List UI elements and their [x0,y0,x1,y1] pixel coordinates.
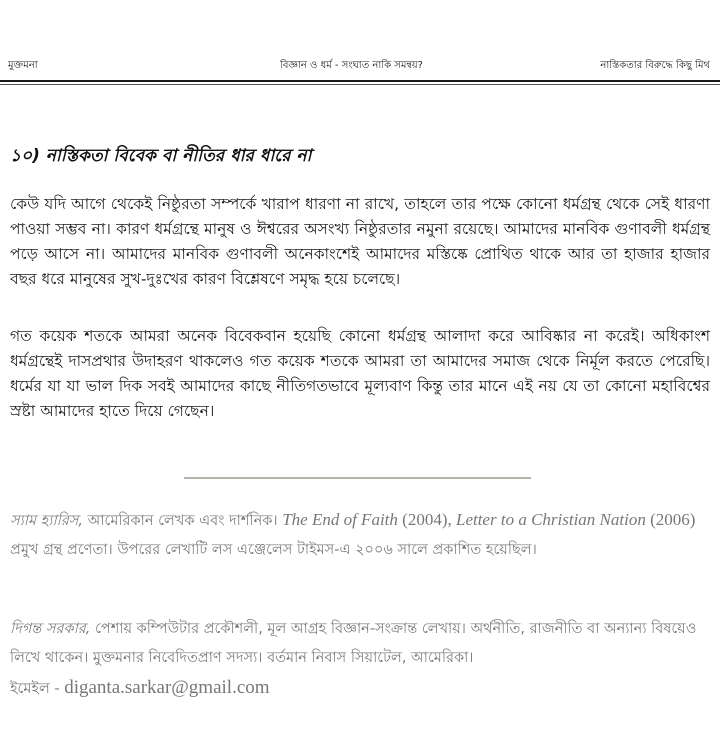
author-bio-sam-harris [10,505,710,565]
author-desc: পেশায় কম্পিউটার প্রকৌশলী, মূল আগ্রহ বিজ্ঞান-সংক্রান্ত লেখায়। অর্থনীতি, রাজনীতি বা অন্যান্য বিষয়েও লিখে থাকেন। মুক্তমনার নিবেদিতপ্রাণ সদস্য। বর্তমান নিবাস সিয়াটেল, আমেরিকা। [10,621,697,666]
email-link[interactable]: diganta.sarkar@gmail.com [64,677,270,698]
paragraph-2: গত কয়েক শতকে আমরা অনেক বিবেকবান হয়েছি কোনো ধর্মগ্রন্থ আলাদা করে আবিষ্কার না করেই। অধিকাংশ ধর্মগ্রন্থেই দাসপ্রথার উদাহরণ থাকলেও গত কয়েক শতকে আমরা তা আমাদের সমাজ থেকে নির্মূল করতে পেরেছি। ধর্মের যা যা ভাল দিক সবই আমাদের কাছে নীতিগতভাবে মূল্যবাণ কিন্তু তার মানে এই নয় যে তা কোনো মহাবিশ্বের স্রষ্টা আমাদের হাতে দিয়ে গেছেন। [10,327,710,420]
author-name: স্যাম হ্যারিস, [10,513,83,529]
header-rule-thick [0,80,720,82]
author-name: দিগন্ত সরকার, [10,621,91,637]
section-title: ১০) নাস্তিকতা বিবেক বা নীতির ধার ধারে না [10,146,312,166]
header-chapter-title: নাস্তিকতার বিরুদ্ধে কিছু মিথ [600,60,710,71]
book-title-1: The End of Faith [282,510,398,529]
header-site-name: মুক্তমনা [8,60,38,71]
page-header [0,56,720,76]
book-year-2: (2006) [645,510,696,529]
book-year-1: (2004), [397,510,456,529]
email-label: ইমেইল - [10,681,65,697]
paragraph-1: কেউ যদি আগে থেকেই নিষ্ঠুরতা সম্পর্কে খারাপ ধারণা না রাখে, তাহলে তার পক্ষে কোনো ধর্মগ্রন্থ থেকে সেই ধারণা পাওয়া সম্ভব না। কারণ ধর্মগ্রন্থে মানুষ ও ঈশ্বরের অসংখ্য নিষ্ঠুরতার নমুনা রয়েছে। আমাদের মানবিক গুণাবলী ধর্মগ্রন্থ পড়ে আসে না। আমাদের মানবিক গুণাবলী অনেকাংশেই আমাদের মস্তিষ্কে প্রোথিত থাকে আর তা হাজার হাজার বছর ধরে মানুষের সুখ-দুঃখের কারণ বিশ্লেষণে সমৃদ্ধ হয়ে চলেছে। [10,195,710,288]
author-bio-diganta-sarkar [10,615,710,704]
header-rule-thin [0,84,720,85]
author-desc: আমেরিকান লেখক এবং দার্শনিক। [83,513,283,529]
header-book-title: বিজ্ঞান ও ধর্ম - সংঘাত নাকি সমন্বয়? [280,60,423,71]
book-title-2: Letter to a Christian Nation [455,510,646,529]
section-divider [184,477,531,479]
author-bio-rest: প্রমুখ গ্রন্থ প্রণেতা। উপরের লেখাটি লস এঞ্জেলেস টাইমস-এ ২০০৬ সালে প্রকাশিত হয়েছিল। [10,542,537,558]
